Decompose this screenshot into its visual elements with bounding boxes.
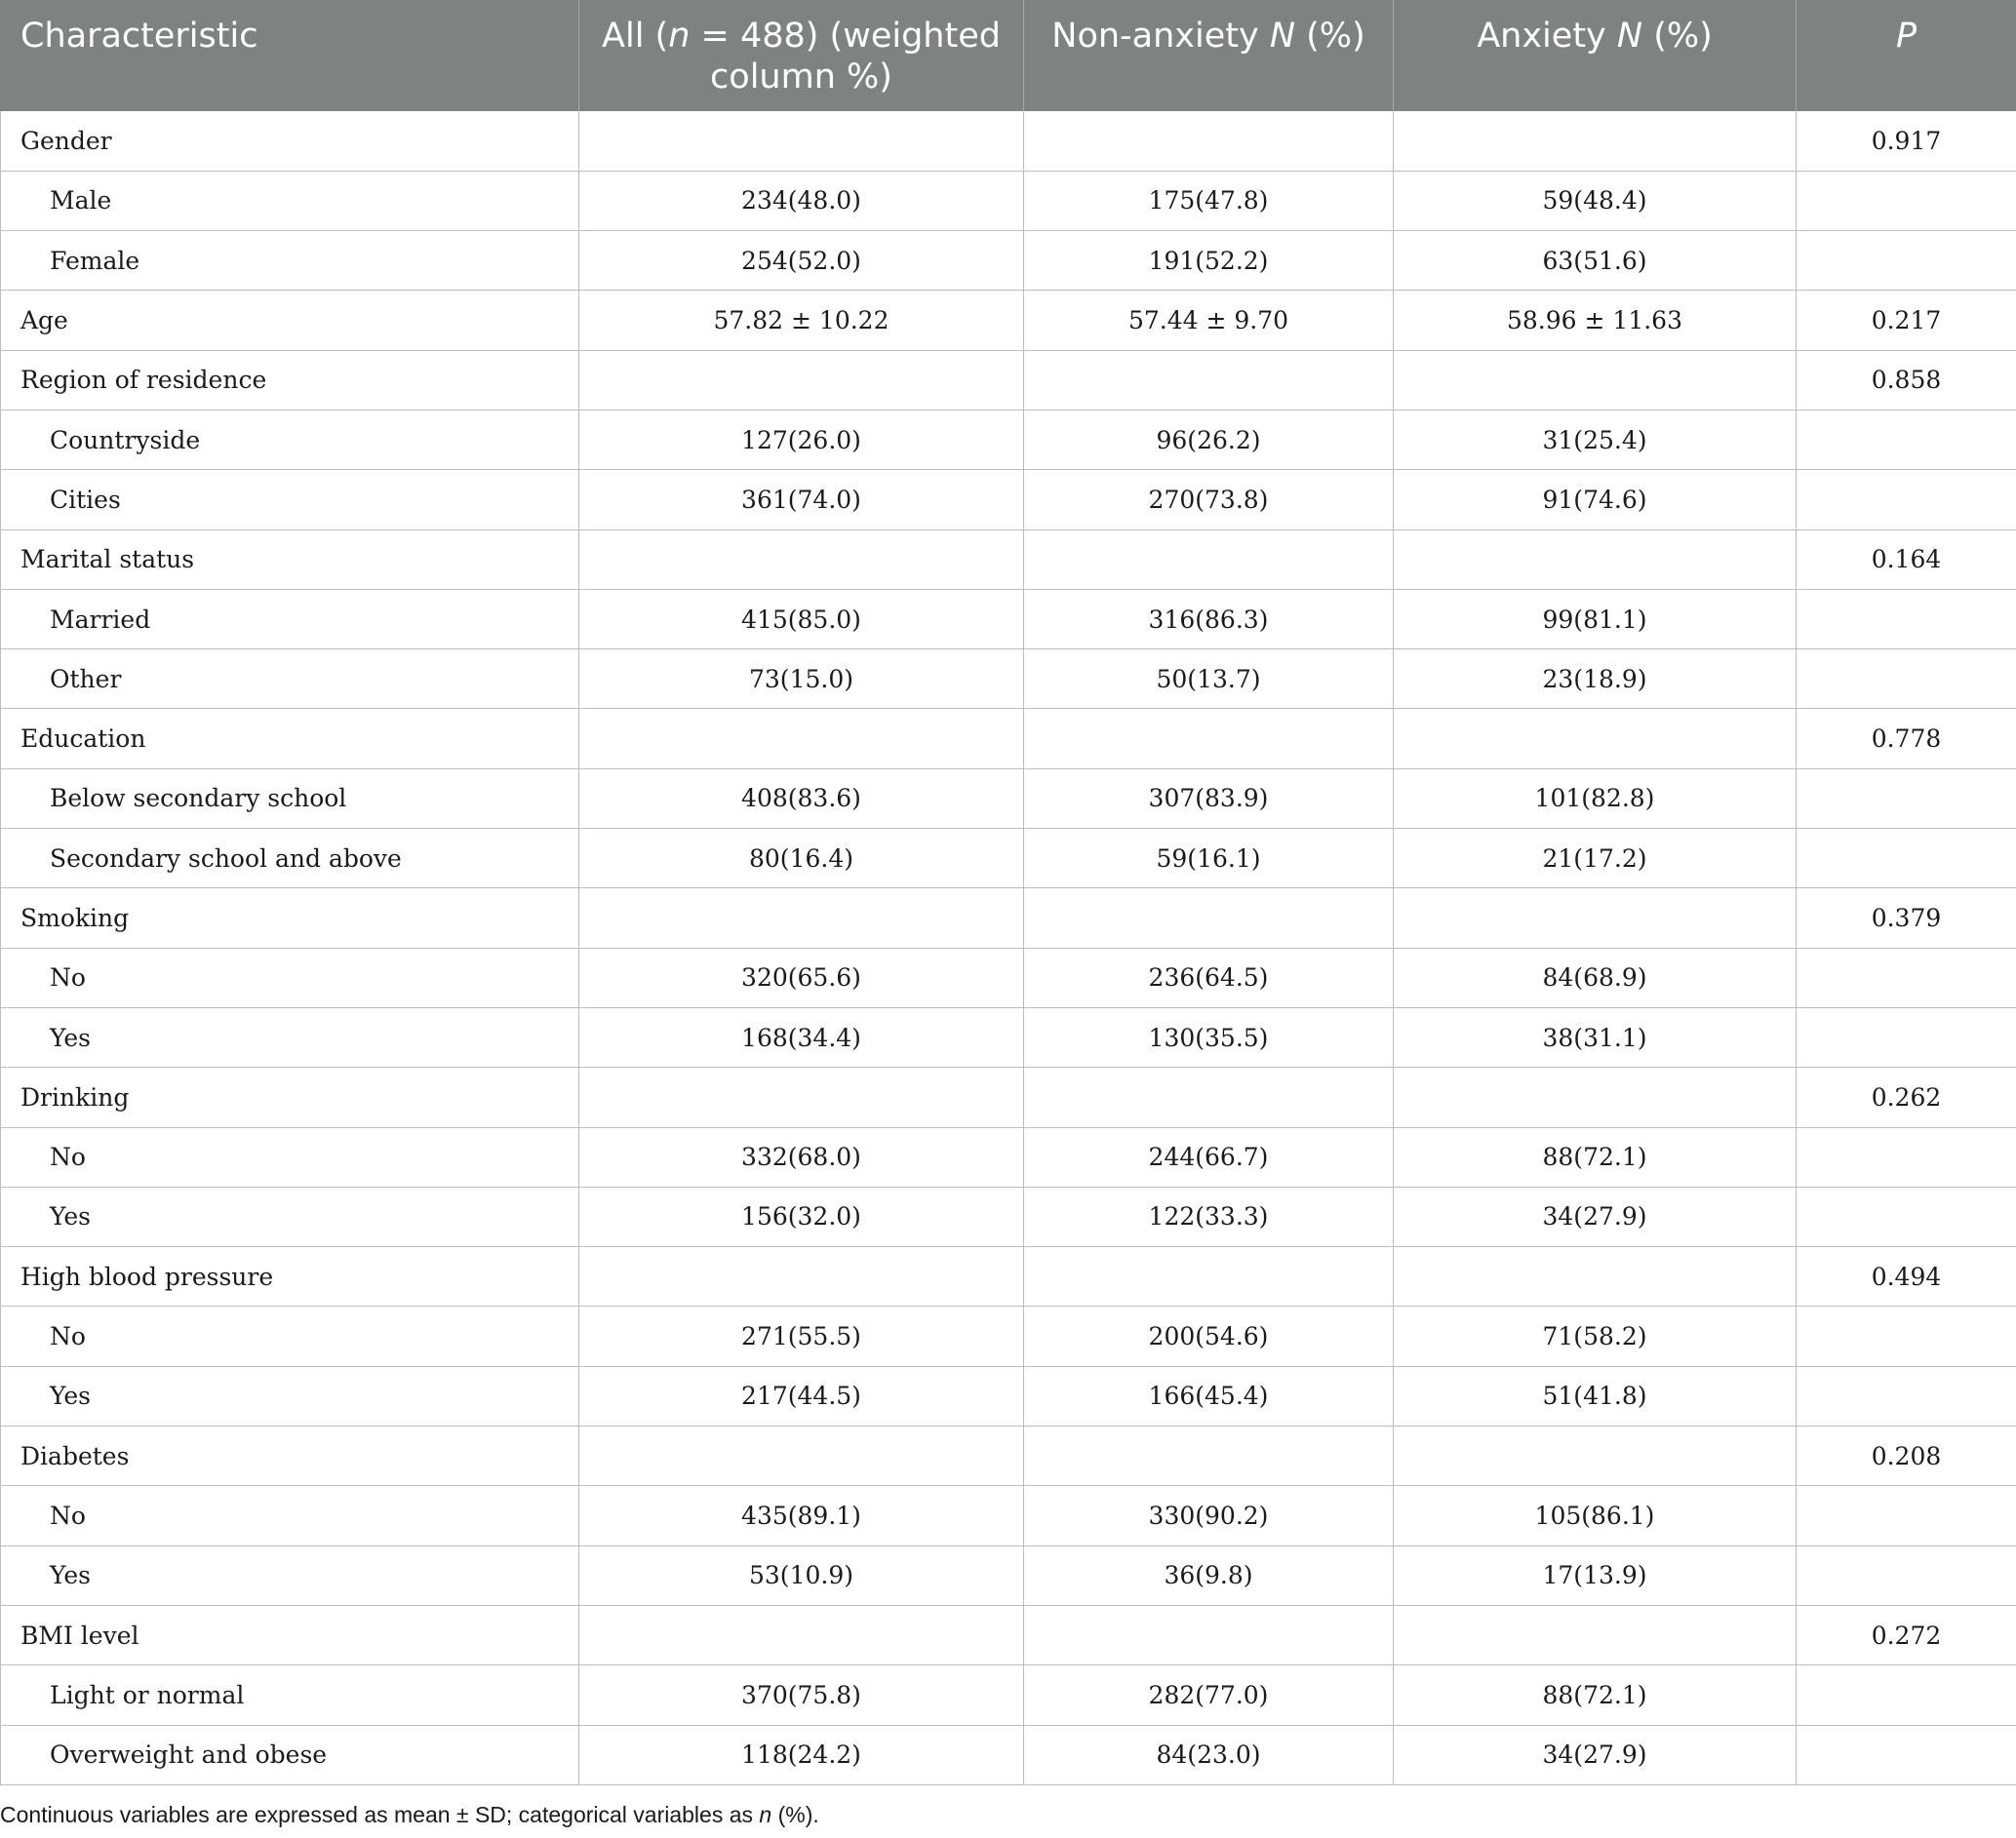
cell-p-value: 0.858 [1797, 350, 2016, 410]
cell-characteristic: Yes [1, 1007, 579, 1067]
cell-non-anxiety [1024, 709, 1394, 768]
cell-characteristic: Age [1, 291, 579, 350]
cell-non-anxiety [1024, 1605, 1394, 1664]
cell-p-value [1797, 1127, 2016, 1187]
cell-non-anxiety: 57.44 ± 9.70 [1024, 291, 1394, 350]
cell-non-anxiety: 307(83.9) [1024, 768, 1394, 828]
table-row [1, 768, 2016, 828]
table-row [1, 1725, 2016, 1784]
cell-p-value [1797, 768, 2016, 828]
cell-characteristic: BMI level [1, 1605, 579, 1664]
cell-anxiety: 58.96 ± 11.63 [1394, 291, 1797, 350]
cell-all [579, 1247, 1024, 1307]
cell-all: 271(55.5) [579, 1307, 1024, 1366]
cell-all [579, 111, 1024, 171]
cell-characteristic: Gender [1, 111, 579, 171]
cell-all: 118(24.2) [579, 1725, 1024, 1784]
header-anxiety: Anxiety N (%) [1394, 0, 1797, 111]
cell-all: 53(10.9) [579, 1545, 1024, 1605]
cell-non-anxiety [1024, 1427, 1394, 1486]
table-row [1, 1665, 2016, 1725]
cell-anxiety: 99(81.1) [1394, 589, 1797, 648]
table-row [1, 888, 2016, 948]
cell-all: 73(15.0) [579, 649, 1024, 709]
cell-all [579, 709, 1024, 768]
cell-all: 80(16.4) [579, 829, 1024, 888]
cell-anxiety [1394, 1427, 1797, 1486]
header-p-value: P [1797, 0, 2016, 111]
table-row [1, 470, 2016, 529]
table-row [1, 1307, 2016, 1366]
cell-non-anxiety: 175(47.8) [1024, 171, 1394, 230]
cell-all: 361(74.0) [579, 470, 1024, 529]
cell-characteristic: Female [1, 231, 579, 291]
cell-p-value: 0.217 [1797, 291, 2016, 350]
cell-all [579, 529, 1024, 589]
cell-p-value: 0.917 [1797, 111, 2016, 171]
cell-characteristic: Yes [1, 1187, 579, 1246]
table-row [1, 1247, 2016, 1307]
table-row [1, 649, 2016, 709]
cell-all: 408(83.6) [579, 768, 1024, 828]
cell-p-value [1797, 231, 2016, 291]
cell-p-value: 0.494 [1797, 1247, 2016, 1307]
cell-anxiety: 101(82.8) [1394, 768, 1797, 828]
cell-anxiety: 34(27.9) [1394, 1187, 1797, 1246]
cell-p-value: 0.262 [1797, 1068, 2016, 1127]
cell-characteristic: Overweight and obese [1, 1725, 579, 1784]
cell-anxiety [1394, 709, 1797, 768]
cell-all: 156(32.0) [579, 1187, 1024, 1246]
cell-p-value [1797, 1545, 2016, 1605]
table-row [1, 1427, 2016, 1486]
table-row [1, 350, 2016, 410]
cell-p-value [1797, 649, 2016, 709]
cell-all: 57.82 ± 10.22 [579, 291, 1024, 350]
cell-characteristic: Countryside [1, 410, 579, 469]
cell-anxiety [1394, 111, 1797, 171]
cell-p-value [1797, 589, 2016, 648]
table-row [1, 829, 2016, 888]
cell-characteristic: Smoking [1, 888, 579, 948]
cell-non-anxiety [1024, 1247, 1394, 1307]
table-row [1, 171, 2016, 230]
cell-anxiety [1394, 350, 1797, 410]
cell-all: 254(52.0) [579, 231, 1024, 291]
cell-anxiety: 88(72.1) [1394, 1127, 1797, 1187]
cell-non-anxiety: 282(77.0) [1024, 1665, 1394, 1725]
cell-non-anxiety: 200(54.6) [1024, 1307, 1394, 1366]
cell-characteristic: Secondary school and above [1, 829, 579, 888]
cell-all [579, 1427, 1024, 1486]
cell-characteristic: No [1, 948, 579, 1007]
cell-non-anxiety: 270(73.8) [1024, 470, 1394, 529]
cell-anxiety: 63(51.6) [1394, 231, 1797, 291]
cell-non-anxiety: 236(64.5) [1024, 948, 1394, 1007]
cell-non-anxiety: 36(9.8) [1024, 1545, 1394, 1605]
header-all: All (n = 488) (weighted column %) [579, 0, 1024, 111]
cell-all: 415(85.0) [579, 589, 1024, 648]
cell-non-anxiety [1024, 1068, 1394, 1127]
cell-anxiety: 23(18.9) [1394, 649, 1797, 709]
cell-anxiety: 71(58.2) [1394, 1307, 1797, 1366]
cell-non-anxiety [1024, 888, 1394, 948]
cell-characteristic: Education [1, 709, 579, 768]
cell-all [579, 1068, 1024, 1127]
cell-non-anxiety [1024, 350, 1394, 410]
cell-anxiety: 59(48.4) [1394, 171, 1797, 230]
header-non-anxiety: Non-anxiety N (%) [1024, 0, 1394, 111]
cell-p-value [1797, 1187, 2016, 1246]
cell-anxiety [1394, 1605, 1797, 1664]
cell-all: 370(75.8) [579, 1665, 1024, 1725]
cell-anxiety: 91(74.6) [1394, 470, 1797, 529]
cell-p-value: 0.272 [1797, 1605, 2016, 1664]
cell-characteristic: Marital status [1, 529, 579, 589]
cell-characteristic: No [1, 1307, 579, 1366]
table-row [1, 1007, 2016, 1067]
cell-non-anxiety: 84(23.0) [1024, 1725, 1394, 1784]
cell-anxiety: 88(72.1) [1394, 1665, 1797, 1725]
cell-non-anxiety: 130(35.5) [1024, 1007, 1394, 1067]
cell-p-value: 0.208 [1797, 1427, 2016, 1486]
table-footnote: Continuous variables are expressed as mean ± SD; categorical variables as n (%). [0, 1802, 819, 1827]
table-row [1, 1366, 2016, 1426]
cell-all [579, 888, 1024, 948]
cell-anxiety [1394, 529, 1797, 589]
cell-p-value: 0.778 [1797, 709, 2016, 768]
cell-non-anxiety [1024, 529, 1394, 589]
cell-non-anxiety: 96(26.2) [1024, 410, 1394, 469]
table-row [1, 410, 2016, 469]
cell-all: 332(68.0) [579, 1127, 1024, 1187]
cell-p-value [1797, 1307, 2016, 1366]
cell-characteristic: High blood pressure [1, 1247, 579, 1307]
cell-p-value: 0.164 [1797, 529, 2016, 589]
cell-p-value [1797, 171, 2016, 230]
cell-non-anxiety: 50(13.7) [1024, 649, 1394, 709]
cell-non-anxiety: 59(16.1) [1024, 829, 1394, 888]
cell-anxiety [1394, 1068, 1797, 1127]
cell-non-anxiety: 166(45.4) [1024, 1366, 1394, 1426]
cell-p-value [1797, 470, 2016, 529]
table-row [1, 1486, 2016, 1545]
table-row [1, 1545, 2016, 1605]
cell-characteristic: Cities [1, 470, 579, 529]
cell-characteristic: Male [1, 171, 579, 230]
cell-anxiety [1394, 1247, 1797, 1307]
cell-characteristic: Drinking [1, 1068, 579, 1127]
cell-anxiety: 105(86.1) [1394, 1486, 1797, 1545]
cell-characteristic: Other [1, 649, 579, 709]
header-characteristic: Characteristic [1, 0, 579, 111]
table-row [1, 1068, 2016, 1127]
cell-non-anxiety: 191(52.2) [1024, 231, 1394, 291]
table-row [1, 589, 2016, 648]
cell-anxiety: 51(41.8) [1394, 1366, 1797, 1426]
cell-characteristic: Married [1, 589, 579, 648]
cell-all: 168(34.4) [579, 1007, 1024, 1067]
cell-p-value [1797, 1486, 2016, 1545]
cell-anxiety: 21(17.2) [1394, 829, 1797, 888]
cell-non-anxiety: 122(33.3) [1024, 1187, 1394, 1246]
cell-p-value [1797, 410, 2016, 469]
cell-characteristic: Yes [1, 1366, 579, 1426]
cell-characteristic: Region of residence [1, 350, 579, 410]
cell-all [579, 350, 1024, 410]
cell-p-value [1797, 1665, 2016, 1725]
table-row [1, 1127, 2016, 1187]
cell-p-value: 0.379 [1797, 888, 2016, 948]
cell-characteristic: Diabetes [1, 1427, 579, 1486]
table-row [1, 529, 2016, 589]
table-row [1, 1187, 2016, 1246]
cell-all [579, 1605, 1024, 1664]
table-row [1, 231, 2016, 291]
cell-all: 127(26.0) [579, 410, 1024, 469]
cell-characteristic: No [1, 1127, 579, 1187]
header-row [1, 0, 2016, 111]
cell-p-value [1797, 1366, 2016, 1426]
cell-characteristic: Yes [1, 1545, 579, 1605]
cell-non-anxiety [1024, 111, 1394, 171]
cell-non-anxiety: 244(66.7) [1024, 1127, 1394, 1187]
cell-anxiety: 38(31.1) [1394, 1007, 1797, 1067]
cell-anxiety: 31(25.4) [1394, 410, 1797, 469]
cell-non-anxiety: 330(90.2) [1024, 1486, 1394, 1545]
cell-p-value [1797, 948, 2016, 1007]
cell-p-value [1797, 829, 2016, 888]
table-header [1, 0, 2016, 111]
table-body [1, 111, 2016, 1784]
cell-all: 217(44.5) [579, 1366, 1024, 1426]
cell-all: 234(48.0) [579, 171, 1024, 230]
cell-all: 320(65.6) [579, 948, 1024, 1007]
cell-anxiety: 84(68.9) [1394, 948, 1797, 1007]
table-row [1, 291, 2016, 350]
cell-p-value [1797, 1007, 2016, 1067]
cell-anxiety [1394, 888, 1797, 948]
table-row [1, 111, 2016, 171]
cell-characteristic: Below secondary school [1, 768, 579, 828]
cell-anxiety: 17(13.9) [1394, 1545, 1797, 1605]
cell-anxiety: 34(27.9) [1394, 1725, 1797, 1784]
cell-characteristic: Light or normal [1, 1665, 579, 1725]
table-row [1, 1605, 2016, 1664]
cell-all: 435(89.1) [579, 1486, 1024, 1545]
table-row [1, 948, 2016, 1007]
cell-p-value [1797, 1725, 2016, 1784]
cell-characteristic: No [1, 1486, 579, 1545]
cell-non-anxiety: 316(86.3) [1024, 589, 1394, 648]
table-row [1, 709, 2016, 768]
